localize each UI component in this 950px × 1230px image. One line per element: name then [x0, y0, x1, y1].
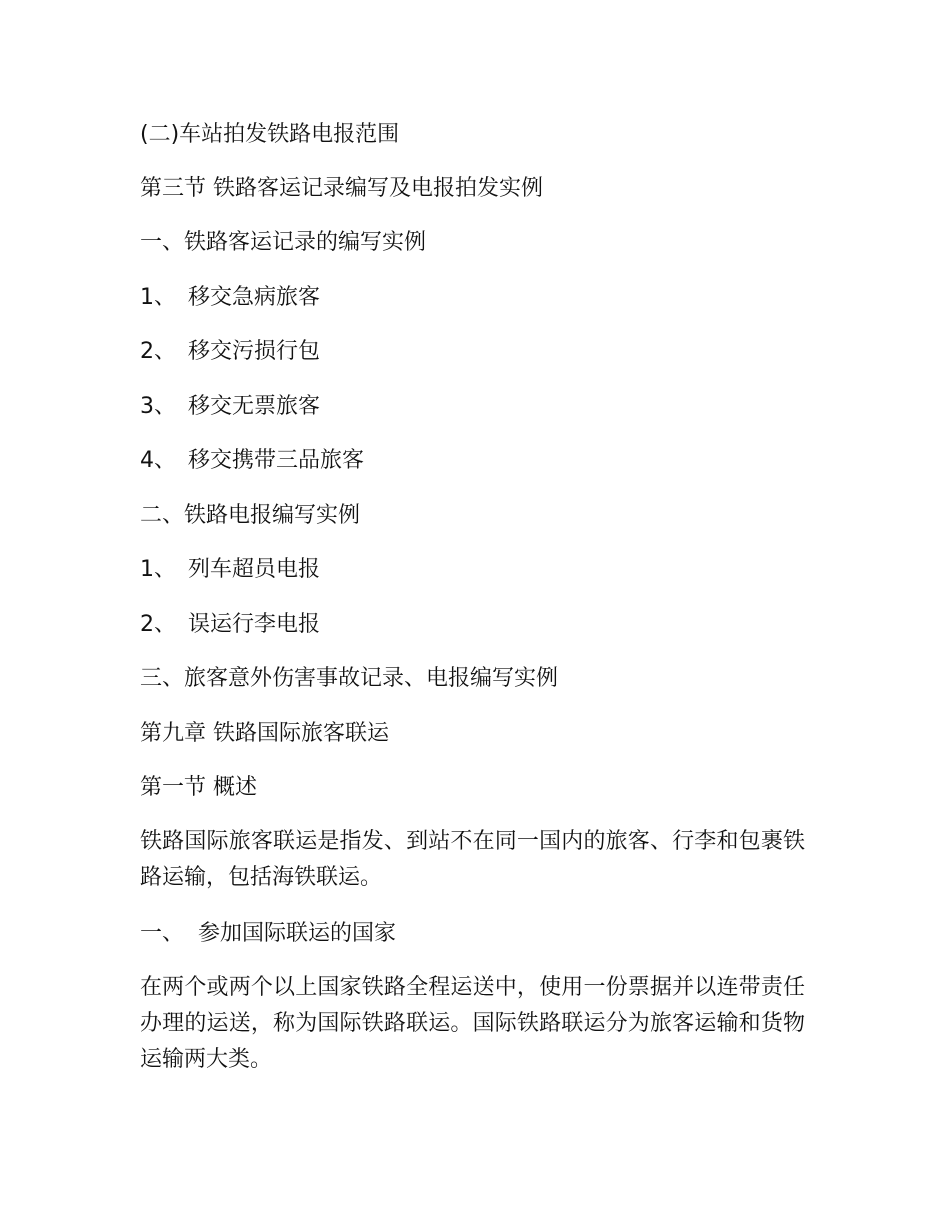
list-item-number: 2、 — [140, 339, 176, 364]
subsection-title: (二)车站拍发铁路电报范围 — [140, 122, 400, 147]
list-item-number: 3、 — [140, 394, 176, 419]
list-item — [140, 337, 320, 367]
body-paragraph: 在两个或两个以上国家铁路全程运送中，使用一份票据并以连带责任办理的运送，称为国际铁路联运。国际铁路联运分为旅客运输和货物运输两大类。 — [140, 975, 805, 1072]
section-title: 第三节 铁路客运记录编写及电报拍发实例 — [140, 176, 543, 201]
list-item-text: 移交携带三品旅客 — [188, 448, 365, 473]
list-item — [140, 610, 320, 640]
list-item — [140, 446, 364, 476]
list-item-text: 移交污损行包 — [188, 339, 321, 364]
heading-3: 三、旅客意外伤害事故记录、电报编写实例 — [140, 666, 559, 691]
heading-2: 二、铁路电报编写实例 — [140, 503, 361, 528]
list-item-text: 误运行李电报 — [188, 612, 321, 637]
subheading — [140, 919, 396, 949]
list-item — [140, 392, 320, 422]
list-item-number: 4、 — [140, 448, 176, 473]
subheading-number: 一、 — [140, 921, 185, 946]
list-item-number: 1、 — [140, 285, 176, 310]
list-item-text: 移交无票旅客 — [188, 394, 321, 419]
section-title: 第一节 概述 — [140, 775, 257, 800]
list-item-number: 1、 — [140, 557, 176, 582]
heading-1: 一、铁路客运记录的编写实例 — [140, 230, 427, 255]
subheading-text: 参加国际联运的国家 — [198, 921, 397, 946]
list-item-text: 移交急病旅客 — [188, 285, 321, 310]
list-item — [140, 283, 320, 313]
list-item — [140, 555, 320, 585]
list-item-number: 2、 — [140, 612, 176, 637]
chapter-title: 第九章 铁路国际旅客联运 — [140, 721, 389, 746]
body-paragraph: 铁路国际旅客联运是指发、到站不在同一国内的旅客、行李和包裹铁路运输，包括海铁联运。 — [140, 829, 805, 890]
list-item-text: 列车超员电报 — [188, 557, 321, 582]
